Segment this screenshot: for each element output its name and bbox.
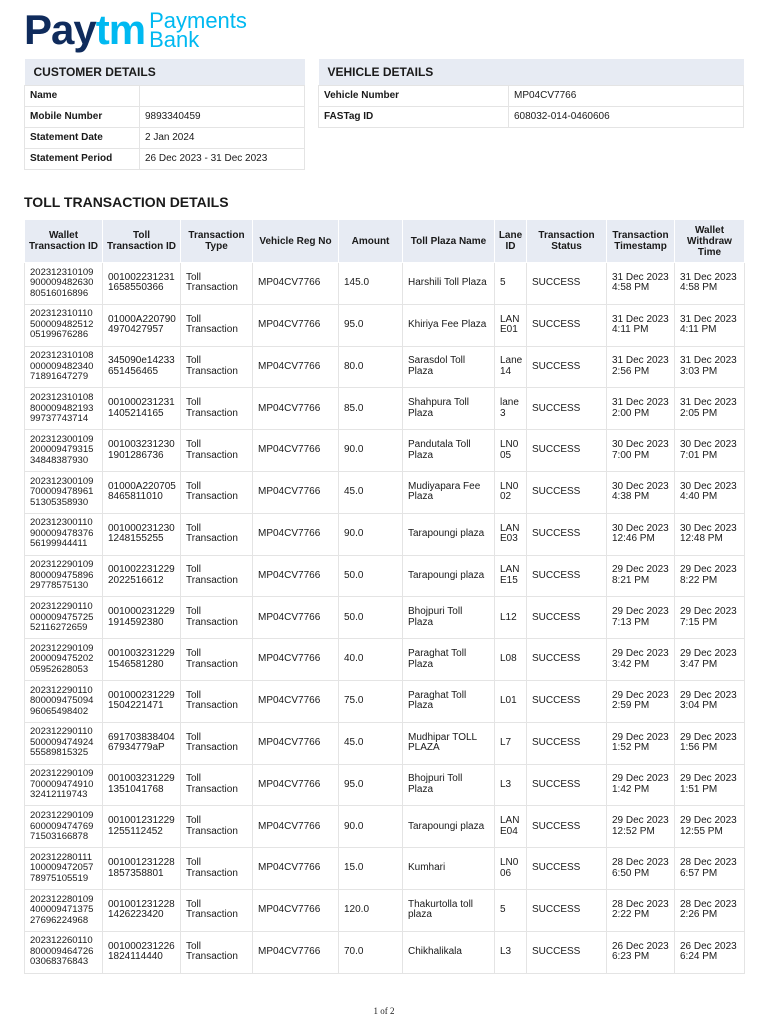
toll-transaction-id-cell: 001003231229 1351041768 [103, 764, 181, 806]
toll-plaza-name-cell: Bhojpuri Toll Plaza [403, 764, 495, 806]
toll-transaction-details-heading: TOLL TRANSACTION DETAILS [24, 194, 229, 210]
transaction-status-cell: SUCCESS [527, 388, 607, 430]
lane-id-cell: LN0 05 [495, 430, 527, 472]
transaction-type-cell: Toll Transaction [181, 931, 253, 973]
transaction-status-cell: SUCCESS [527, 263, 607, 305]
lane-id-cell: L01 [495, 680, 527, 722]
vehicle-reg-no-cell: MP04CV7766 [253, 555, 339, 597]
lane-id-cell: LAN E04 [495, 806, 527, 848]
transaction-type-cell: Toll Transaction [181, 471, 253, 513]
toll-plaza-name-cell: Mudiyapara Fee Plaza [403, 471, 495, 513]
customer-row [25, 148, 305, 169]
amount-cell: 45.0 [339, 471, 403, 513]
lane-id-cell: L08 [495, 639, 527, 681]
column-header-transaction-type: Transaction Type [181, 220, 253, 263]
wallet-transaction-id-cell: 202312310108 800009482193 99737743714 [25, 388, 103, 430]
transaction-timestamp-cell: 29 Dec 2023 2:59 PM [607, 680, 675, 722]
wallet-withdraw-time-cell: 26 Dec 2023 6:24 PM [675, 931, 745, 973]
vehicle-reg-no-cell: MP04CV7766 [253, 471, 339, 513]
toll-transaction-id-cell: 001000231226 1824114440 [103, 931, 181, 973]
table-row [25, 639, 745, 681]
toll-transactions-table [24, 219, 745, 974]
toll-plaza-name-cell: Khiriya Fee Plaza [403, 304, 495, 346]
wallet-transaction-id-cell: 202312290109 800009475896 29778575130 [25, 555, 103, 597]
transaction-timestamp-cell: 31 Dec 2023 4:58 PM [607, 263, 675, 305]
toll-plaza-name-cell: Bhojpuri Toll Plaza [403, 597, 495, 639]
column-header-wallet-transaction-id: Wallet Transaction ID [25, 220, 103, 263]
vehicle-reg-no-cell: MP04CV7766 [253, 806, 339, 848]
vehicle-value: MP04CV7766 [509, 85, 744, 106]
transaction-timestamp-cell: 31 Dec 2023 2:56 PM [607, 346, 675, 388]
toll-transaction-id-cell: 01000A220790 4970427957 [103, 304, 181, 346]
transaction-status-cell: SUCCESS [527, 722, 607, 764]
customer-details-table [24, 59, 305, 170]
transaction-timestamp-cell: 28 Dec 2023 6:50 PM [607, 848, 675, 890]
transaction-type-cell: Toll Transaction [181, 597, 253, 639]
transaction-status-cell: SUCCESS [527, 346, 607, 388]
amount-cell: 90.0 [339, 513, 403, 555]
transaction-status-cell: SUCCESS [527, 806, 607, 848]
toll-transaction-id-cell: 001000231229 1914592380 [103, 597, 181, 639]
table-row [25, 513, 745, 555]
toll-plaza-name-cell: Tarapoungi plaza [403, 513, 495, 555]
wallet-withdraw-time-cell: 31 Dec 2023 4:11 PM [675, 304, 745, 346]
lane-id-cell: LN0 02 [495, 471, 527, 513]
toll-transaction-id-cell: 001003231230 1901286736 [103, 430, 181, 472]
column-header-toll-transaction-id: Toll Transaction ID [103, 220, 181, 263]
toll-transaction-id-cell: 001000231230 1248155255 [103, 513, 181, 555]
wallet-withdraw-time-cell: 30 Dec 2023 12:48 PM [675, 513, 745, 555]
toll-transaction-id-cell: 001002231231 1658550366 [103, 263, 181, 305]
lane-id-cell: Lane 14 [495, 346, 527, 388]
table-row [25, 430, 745, 472]
wallet-withdraw-time-cell: 29 Dec 2023 1:51 PM [675, 764, 745, 806]
transaction-type-cell: Toll Transaction [181, 764, 253, 806]
table-row [25, 806, 745, 848]
lane-id-cell: L12 [495, 597, 527, 639]
wallet-transaction-id-cell: 202312300110 900009478376 56199944411 [25, 513, 103, 555]
customer-value: 9893340459 [140, 106, 305, 127]
vehicle-value: 608032-014-0460606 [509, 106, 744, 127]
transaction-type-cell: Toll Transaction [181, 263, 253, 305]
wallet-transaction-id-cell: 202312310109 900009482630 80516016896 [25, 263, 103, 305]
column-header-toll-plaza-name: Toll Plaza Name [403, 220, 495, 263]
amount-cell: 95.0 [339, 764, 403, 806]
customer-value [140, 85, 305, 106]
customer-value: 2 Jan 2024 [140, 127, 305, 148]
column-header-transaction-status: Transaction Status [527, 220, 607, 263]
wallet-transaction-id-cell: 202312300109 700009478961 51305358930 [25, 471, 103, 513]
wallet-withdraw-time-cell: 29 Dec 2023 1:56 PM [675, 722, 745, 764]
table-row [25, 889, 745, 931]
toll-plaza-name-cell: Tarapoungi plaza [403, 806, 495, 848]
logo-pay-text: Pay [24, 6, 96, 53]
lane-id-cell: LN0 06 [495, 848, 527, 890]
lane-id-cell: L3 [495, 764, 527, 806]
wallet-transaction-id-cell: 202312280111 100009472057 78975105519 [25, 848, 103, 890]
toll-plaza-name-cell: Paraghat Toll Plaza [403, 639, 495, 681]
amount-cell: 90.0 [339, 806, 403, 848]
transaction-type-cell: Toll Transaction [181, 806, 253, 848]
wallet-withdraw-time-cell: 31 Dec 2023 2:05 PM [675, 388, 745, 430]
wallet-transaction-id-cell: 202312290110 800009475094 96065498402 [25, 680, 103, 722]
amount-cell: 70.0 [339, 931, 403, 973]
table-row [25, 680, 745, 722]
amount-cell: 90.0 [339, 430, 403, 472]
toll-transaction-id-cell: 345090e14233 651456465 [103, 346, 181, 388]
table-row [25, 597, 745, 639]
wallet-withdraw-time-cell: 28 Dec 2023 2:26 PM [675, 889, 745, 931]
customer-row [25, 106, 305, 127]
vehicle-reg-no-cell: MP04CV7766 [253, 680, 339, 722]
transaction-timestamp-cell: 29 Dec 2023 12:52 PM [607, 806, 675, 848]
toll-transaction-id-cell: 001001231229 1255112452 [103, 806, 181, 848]
wallet-transaction-id-cell: 202312260110 800009464726 03068376843 [25, 931, 103, 973]
transaction-timestamp-cell: 29 Dec 2023 3:42 PM [607, 639, 675, 681]
vehicle-reg-no-cell: MP04CV7766 [253, 889, 339, 931]
wallet-withdraw-time-cell: 29 Dec 2023 12:55 PM [675, 806, 745, 848]
amount-cell: 50.0 [339, 555, 403, 597]
logo-subtitle-line2: Bank [149, 27, 200, 52]
wallet-withdraw-time-cell: 29 Dec 2023 3:47 PM [675, 639, 745, 681]
customer-label: Name [25, 85, 140, 106]
column-header-vehicle-reg-no: Vehicle Reg No [253, 220, 339, 263]
column-header-amount: Amount [339, 220, 403, 263]
toll-plaza-name-cell: Tarapoungi plaza [403, 555, 495, 597]
transaction-status-cell: SUCCESS [527, 639, 607, 681]
wallet-withdraw-time-cell: 29 Dec 2023 8:22 PM [675, 555, 745, 597]
transaction-type-cell: Toll Transaction [181, 346, 253, 388]
lane-id-cell: lane 3 [495, 388, 527, 430]
column-header-wallet-withdraw-time: Wallet Withdraw Time [675, 220, 745, 263]
customer-label: Statement Period [25, 148, 140, 169]
amount-cell: 85.0 [339, 388, 403, 430]
amount-cell: 75.0 [339, 680, 403, 722]
table-header-row [25, 220, 745, 263]
wallet-withdraw-time-cell: 30 Dec 2023 7:01 PM [675, 430, 745, 472]
table-row [25, 555, 745, 597]
toll-plaza-name-cell: Paraghat Toll Plaza [403, 680, 495, 722]
logo-subtitle-line1: Payments [149, 8, 247, 33]
toll-plaza-name-cell: Kumhari [403, 848, 495, 890]
table-row [25, 722, 745, 764]
transaction-status-cell: SUCCESS [527, 555, 607, 597]
toll-plaza-name-cell: Harshili Toll Plaza [403, 263, 495, 305]
lane-id-cell: LAN E15 [495, 555, 527, 597]
customer-value: 26 Dec 2023 - 31 Dec 2023 [140, 148, 305, 169]
lane-id-cell: 5 [495, 263, 527, 305]
transaction-type-cell: Toll Transaction [181, 304, 253, 346]
transaction-status-cell: SUCCESS [527, 471, 607, 513]
transaction-timestamp-cell: 29 Dec 2023 8:21 PM [607, 555, 675, 597]
toll-plaza-name-cell: Chikhalikala [403, 931, 495, 973]
column-header-transaction-timestamp: Transaction Timestamp [607, 220, 675, 263]
vehicle-reg-no-cell: MP04CV7766 [253, 430, 339, 472]
vehicle-reg-no-cell: MP04CV7766 [253, 764, 339, 806]
table-row [25, 848, 745, 890]
transaction-timestamp-cell: 30 Dec 2023 4:38 PM [607, 471, 675, 513]
transaction-type-cell: Toll Transaction [181, 430, 253, 472]
column-header-lane-id: Lane ID [495, 220, 527, 263]
transaction-timestamp-cell: 26 Dec 2023 6:23 PM [607, 931, 675, 973]
lane-id-cell: L3 [495, 931, 527, 973]
wallet-transaction-id-cell: 202312310108 000009482340 71891647279 [25, 346, 103, 388]
toll-transaction-id-cell: 001002231229 2022516612 [103, 555, 181, 597]
table-row [25, 304, 745, 346]
wallet-withdraw-time-cell: 31 Dec 2023 3:03 PM [675, 346, 745, 388]
transaction-type-cell: Toll Transaction [181, 555, 253, 597]
toll-plaza-name-cell: Shahpura Toll Plaza [403, 388, 495, 430]
vehicle-row [319, 85, 744, 106]
vehicle-reg-no-cell: MP04CV7766 [253, 848, 339, 890]
transaction-timestamp-cell: 31 Dec 2023 4:11 PM [607, 304, 675, 346]
lane-id-cell: LAN E01 [495, 304, 527, 346]
wallet-transaction-id-cell: 202312290109 600009474769 71503166878 [25, 806, 103, 848]
transaction-timestamp-cell: 30 Dec 2023 12:46 PM [607, 513, 675, 555]
vehicle-label: FASTag ID [319, 106, 509, 127]
vehicle-reg-no-cell: MP04CV7766 [253, 597, 339, 639]
toll-transaction-id-cell: 01000A220705 8465811010 [103, 471, 181, 513]
vehicle-reg-no-cell: MP04CV7766 [253, 722, 339, 764]
wallet-transaction-id-cell: 202312290110 500009474924 55589815325 [25, 722, 103, 764]
vehicle-reg-no-cell: MP04CV7766 [253, 388, 339, 430]
amount-cell: 45.0 [339, 722, 403, 764]
wallet-transaction-id-cell: 202312290109 700009474910 32412119743 [25, 764, 103, 806]
wallet-withdraw-time-cell: 30 Dec 2023 4:40 PM [675, 471, 745, 513]
logo-wordmark [24, 6, 146, 53]
transaction-timestamp-cell: 31 Dec 2023 2:00 PM [607, 388, 675, 430]
wallet-withdraw-time-cell: 29 Dec 2023 3:04 PM [675, 680, 745, 722]
wallet-transaction-id-cell: 202312280109 400009471375 27696224968 [25, 889, 103, 931]
transaction-timestamp-cell: 30 Dec 2023 7:00 PM [607, 430, 675, 472]
toll-plaza-name-cell: Thakurtolla toll plaza [403, 889, 495, 931]
transaction-type-cell: Toll Transaction [181, 889, 253, 931]
wallet-transaction-id-cell: 202312290109 200009475202 05952628053 [25, 639, 103, 681]
lane-id-cell: L7 [495, 722, 527, 764]
customer-details-title: CUSTOMER DETAILS [25, 59, 305, 85]
transaction-status-cell: SUCCESS [527, 889, 607, 931]
transaction-timestamp-cell: 28 Dec 2023 2:22 PM [607, 889, 675, 931]
customer-row [25, 127, 305, 148]
toll-transaction-id-cell: 001003231229 1546581280 [103, 639, 181, 681]
transaction-status-cell: SUCCESS [527, 848, 607, 890]
transaction-status-cell: SUCCESS [527, 764, 607, 806]
logo-subtitle [149, 8, 247, 52]
customer-label: Statement Date [25, 127, 140, 148]
toll-plaza-name-cell: Mudhipar TOLL PLAZA [403, 722, 495, 764]
transaction-timestamp-cell: 29 Dec 2023 1:42 PM [607, 764, 675, 806]
table-row [25, 471, 745, 513]
transaction-status-cell: SUCCESS [527, 931, 607, 973]
page-number: 1 of 2 [373, 1006, 395, 1016]
wallet-withdraw-time-cell: 29 Dec 2023 7:15 PM [675, 597, 745, 639]
vehicle-reg-no-cell: MP04CV7766 [253, 263, 339, 305]
amount-cell: 15.0 [339, 848, 403, 890]
transaction-timestamp-cell: 29 Dec 2023 1:52 PM [607, 722, 675, 764]
amount-cell: 50.0 [339, 597, 403, 639]
wallet-transaction-id-cell: 202312300109 200009479315 34848387930 [25, 430, 103, 472]
amount-cell: 95.0 [339, 304, 403, 346]
transaction-status-cell: SUCCESS [527, 680, 607, 722]
wallet-withdraw-time-cell: 28 Dec 2023 6:57 PM [675, 848, 745, 890]
toll-transaction-id-cell: 001000231231 1405214165 [103, 388, 181, 430]
transaction-status-cell: SUCCESS [527, 513, 607, 555]
paytm-payments-bank-logo [24, 6, 247, 54]
vehicle-reg-no-cell: MP04CV7766 [253, 639, 339, 681]
amount-cell: 40.0 [339, 639, 403, 681]
vehicle-label: Vehicle Number [319, 85, 509, 106]
transaction-type-cell: Toll Transaction [181, 513, 253, 555]
lane-id-cell: 5 [495, 889, 527, 931]
transaction-status-cell: SUCCESS [527, 430, 607, 472]
amount-cell: 120.0 [339, 889, 403, 931]
table-row [25, 931, 745, 973]
wallet-transaction-id-cell: 202312290110 000009475725 52116272659 [25, 597, 103, 639]
transaction-type-cell: Toll Transaction [181, 722, 253, 764]
vehicle-row [319, 106, 744, 127]
table-row [25, 263, 745, 305]
wallet-transaction-id-cell: 202312310110 500009482512 05199676286 [25, 304, 103, 346]
vehicle-details-table [318, 59, 744, 128]
vehicle-reg-no-cell: MP04CV7766 [253, 931, 339, 973]
wallet-withdraw-time-cell: 31 Dec 2023 4:58 PM [675, 263, 745, 305]
table-row [25, 764, 745, 806]
vehicle-reg-no-cell: MP04CV7766 [253, 346, 339, 388]
logo-tm-text: tm [95, 6, 146, 53]
vehicle-reg-no-cell: MP04CV7766 [253, 513, 339, 555]
customer-row [25, 85, 305, 106]
toll-transaction-id-cell: 001000231229 1504221471 [103, 680, 181, 722]
amount-cell: 145.0 [339, 263, 403, 305]
transaction-type-cell: Toll Transaction [181, 848, 253, 890]
toll-transaction-id-cell: 691703838404 67934779aP [103, 722, 181, 764]
table-row [25, 388, 745, 430]
vehicle-reg-no-cell: MP04CV7766 [253, 304, 339, 346]
toll-plaza-name-cell: Sarasdol Toll Plaza [403, 346, 495, 388]
transaction-status-cell: SUCCESS [527, 304, 607, 346]
toll-plaza-name-cell: Pandutala Toll Plaza [403, 430, 495, 472]
customer-label: Mobile Number [25, 106, 140, 127]
vehicle-details-title: VEHICLE DETAILS [319, 59, 744, 85]
amount-cell: 80.0 [339, 346, 403, 388]
transaction-type-cell: Toll Transaction [181, 639, 253, 681]
lane-id-cell: LAN E03 [495, 513, 527, 555]
toll-transaction-id-cell: 001001231228 1426223420 [103, 889, 181, 931]
transaction-type-cell: Toll Transaction [181, 388, 253, 430]
transaction-timestamp-cell: 29 Dec 2023 7:13 PM [607, 597, 675, 639]
table-row [25, 346, 745, 388]
toll-transaction-id-cell: 001001231228 1857358801 [103, 848, 181, 890]
transaction-status-cell: SUCCESS [527, 597, 607, 639]
transaction-type-cell: Toll Transaction [181, 680, 253, 722]
